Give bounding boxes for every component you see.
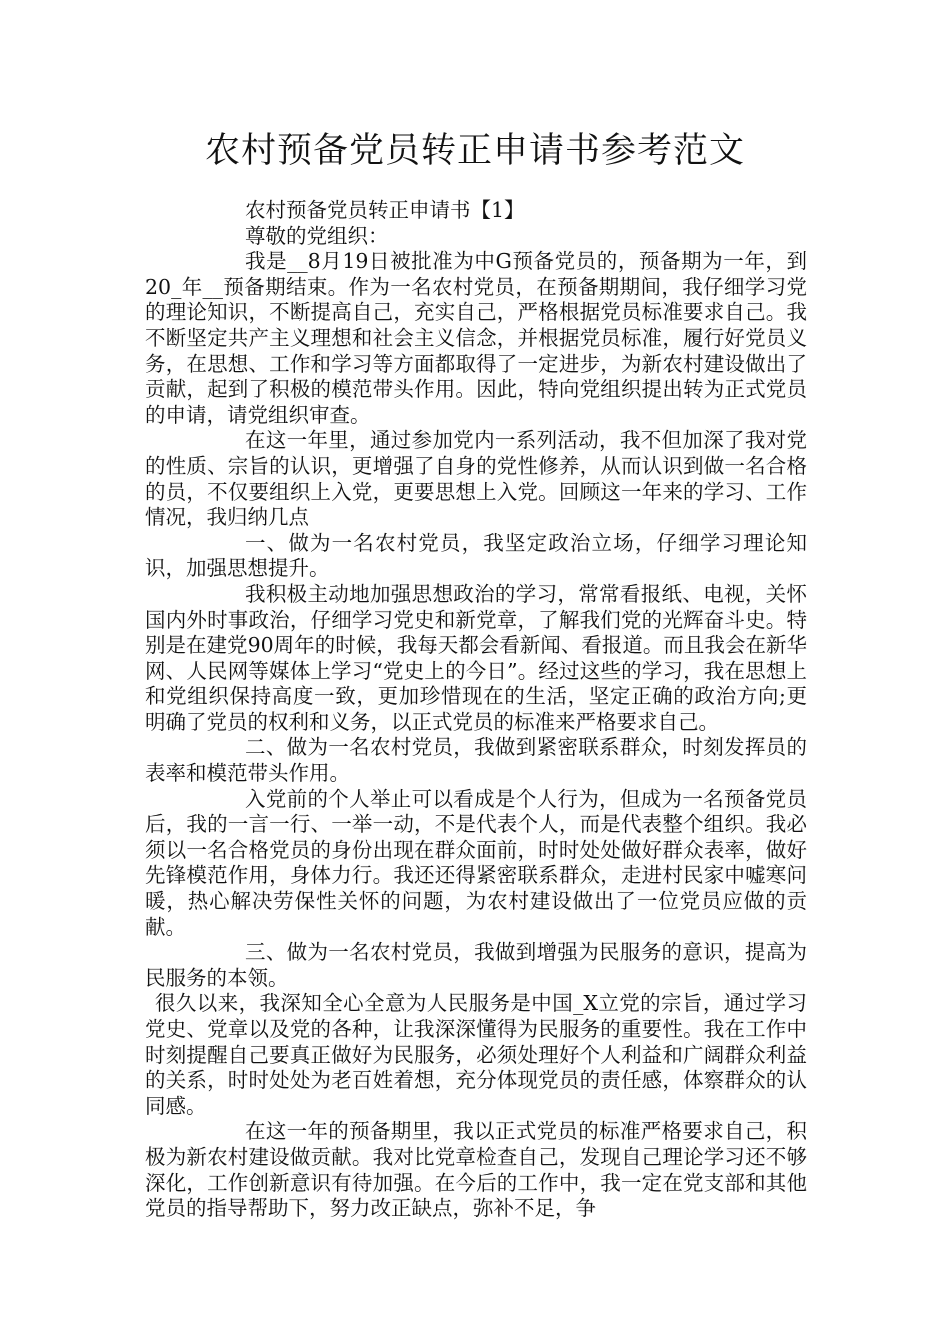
paragraph: 尊敬的党组织： — [245, 223, 389, 248]
paragraph: 农村预备党员转正申请书【1】 — [245, 198, 525, 222]
paragraph: 入党前的个人举止可以看成是个人行为，但成为一名预备党员后，我的一言一行、一举一动，不是代表个人，而是代表整个组织。我必须以一名合格党员的身份出现在群众面前，时时处处做好群众表率，做好先锋模范作用，身体力行。我还还得紧密联系群众，走进村民家中嘘寒问暖，热心解决劳保性关怀的问题，为农村建设做出了一位党员应做的贡献。 — [145, 786, 807, 939]
paragraph: 我是__8月19日被批准为中G预备党员的，预备期为一年，到20_年__预备期结束。作为一名农村党员，在预备期期间，我仔细学习党的理论知识，不断提高自己，充实自己，严格根据党员标准要求自己。我不断坚定共产主义理想和社会主义信念，并根据党员标准，履行好党员义务，在思想、工作和学习等方面都取得了一定进步，为新农村建设做出了贡献，起到了积极的模范带头作用。因此，特向党组织提出转为正式党员的申请，请党组织审查。 — [145, 249, 807, 427]
paragraph: 在这一年的预备期里，我以正式党员的标准严格要求自己，积极为新农村建设做贡献。我对比党章检查自己，发现自己理论学习还不够深化，工作创新意识有待加强。在今后的工作中，我一定在党支部和其他党员的指导帮助下，努力改正缺点，弥补不足，争 — [145, 1119, 807, 1221]
paragraph: 二、做为一名农村党员，我做到紧密联系群众，时刻发挥员的表率和模范带头作用。 — [145, 735, 807, 786]
paragraph: 一、做为一名农村党员，我坚定政治立场，仔细学习理论知识，加强思想提升。 — [145, 530, 807, 581]
document-title: 农村预备党员转正申请书参考范文 — [204, 131, 745, 171]
paragraph: 很久以来，我深知全心全意为人民服务是中国_X立党的宗旨，通过学习党史、党章以及党的各种，让我深深懂得为民服务的重要性。我在工作中时刻提醒自己要真正做好为民服务，必须处理好个人利益和广阔群众利益的关系，时时处处为老百姓着想，充分体现党员的责任感，体察群众的认同感。 — [145, 991, 807, 1118]
paragraph: 在这一年里，通过参加党内一系列活动，我不但加深了我对党的性质、宗旨的认识，更增强了自身的党性修养，从而认识到做一名合格的员，不仅要组织上入党，更要思想上入党。回顾这一年来的学习、工作情况，我归纳几点 — [145, 428, 807, 530]
paragraph: 三、做为一名农村党员，我做到增强为民服务的意识，提高为民服务的本领。 — [145, 940, 807, 990]
paragraph: 我积极主动地加强思想政治的学习，常常看报纸、电视，关怀国内外时事政治，仔细学习党史和新党章，了解我们党的光辉奋斗史。特别是在建党90周年的时候，我每天都会看新闻、看报道。而且我会在新华网、人民网等媒体上学习“党史上的今日”。经过这些的学习，我在思想上和党组织保持高度一致，更加珍惜现在的生活，坚定正确的政治方向;更明确了党员的权利和义务，以正式党员的标准来严格要求自己。 — [145, 581, 807, 734]
document-body — [145, 198, 807, 1222]
